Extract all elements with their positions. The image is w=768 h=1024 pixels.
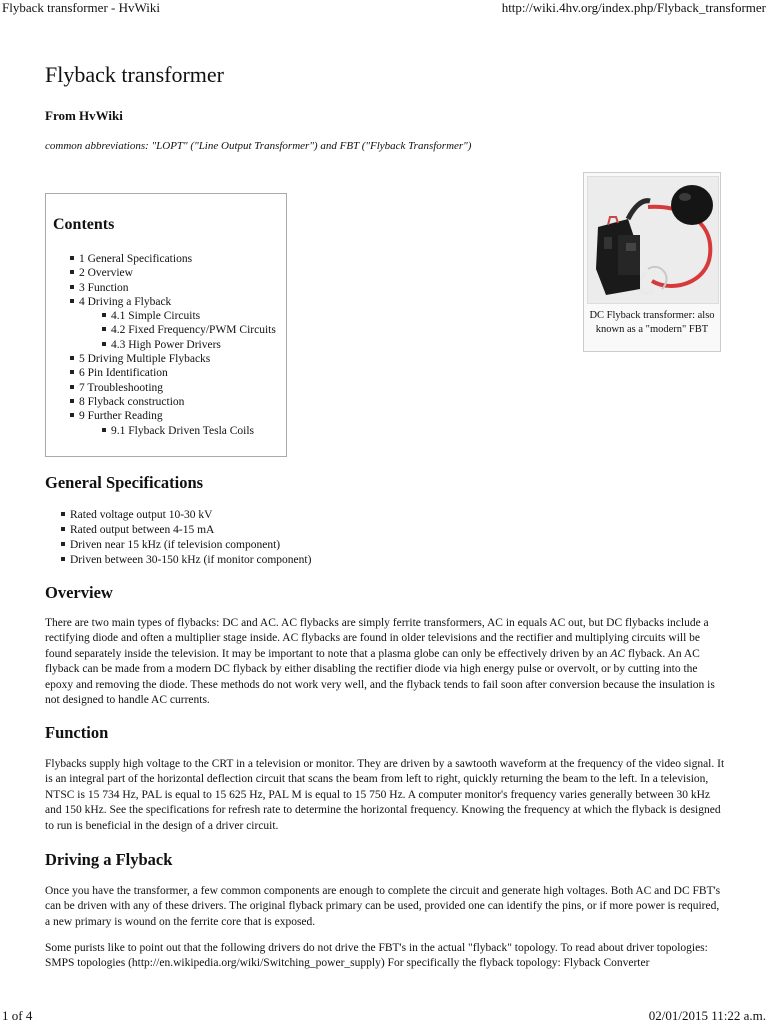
overview-paragraph: There are two main types of flybacks: DC and AC. AC flybacks are simply ferrite transformers, AC in equals AC out, but DC flybacks include a rectifying diode and often a multiplier stage inside. AC flybacks are found in older televisions and the rectifier and multiplying circuits will be found separately inside the television. It may be important to note that a plasma globe can only be effectively driven by an AC flyback. An AC flyback can be made from a modern DC flyback by either disabling the rectifier diode via high energy pulse or overvolt, or by cutting into the epoxy and removing the diode. These methods do not work very well, and the flyback tends to fail soon after conversion because the insulation is not designed to handle AC currents.	[45, 617, 715, 707]
heading-driving-a-flyback: Driving a Flyback	[45, 850, 173, 869]
specifications-list	[61, 508, 311, 568]
bullet-icon	[61, 542, 65, 546]
toc-item-pin-identification[interactable]: 6 Pin Identification	[70, 366, 276, 380]
toc-item-overview[interactable]: 2 Overview	[70, 266, 276, 280]
bullet-icon	[70, 356, 74, 360]
bullet-icon	[70, 299, 74, 303]
abbreviations-note: common abbreviations: "LOPT" ("Line Output Transformer") and FBT ("Flyback Transformer")	[45, 140, 472, 152]
driving-paragraph-2: Some purists like to point out that the following drivers do not drive the FBT's in the actual "flyback" topology. To read about driver topologies: SMPS topologies (http://en.wikipedia.org/wiki/Switching_power_supply) For specifically the flyback topology: Flyback Converter	[45, 942, 708, 970]
bullet-icon	[70, 370, 74, 374]
page-counter: 1 of 4	[2, 1008, 33, 1023]
toc-item-driving-a-flyback[interactable]: 4 Driving a Flyback	[70, 295, 276, 309]
list-item: Rated output between 4-15 mA	[61, 523, 311, 538]
list-item: Driven between 30-150 kHz (if monitor component)	[61, 553, 311, 568]
bullet-icon	[61, 512, 65, 516]
list-item: Driven near 15 kHz (if television component)	[61, 538, 311, 553]
toc-item-flyback-construction[interactable]: 8 Flyback construction	[70, 395, 276, 409]
toc-item-fixed-frequency[interactable]: 4.2 Fixed Frequency/PWM Circuits	[70, 323, 276, 337]
toc-item-simple-circuits[interactable]: 4.1 Simple Circuits	[70, 309, 276, 323]
browser-print-title: Flyback transformer - HvWiki	[2, 0, 160, 15]
bullet-icon	[70, 385, 74, 389]
toc-item-troubleshooting[interactable]: 7 Troubleshooting	[70, 381, 276, 395]
toc-item-function[interactable]: 3 Function	[70, 281, 276, 295]
flyback-transformer-image[interactable]	[587, 176, 719, 304]
list-item: Rated voltage output 10-30 kV	[61, 508, 311, 523]
function-paragraph: Flybacks supply high voltage to the CRT in a television or monitor. They are driven by a sawtooth waveform at the frequency of the video signal. It is an integral part of the horizontal deflection circuit that scans the beam from left to right, quickly returning the beam to the left. In a television, NTSC is 15 734 Hz, PAL is equal to 15 625 Hz, PAL M is equal to 15 750 Hz. A computer monitor's frequency varies generally between 30 kHz and 150 kHz. See the specifications for refresh rate to determine the horizontal frequency. Knowing the frequency at which the flyback is designed to run is beneficial in the design of a driver circuit.	[45, 758, 725, 832]
browser-print-url: http://wiki.4hv.org/index.php/Flyback_transformer	[501, 0, 766, 15]
toc-title: Contents	[53, 216, 115, 233]
toc-item-further-reading[interactable]: 9 Further Reading	[70, 409, 276, 423]
bullet-icon	[61, 527, 65, 531]
bullet-icon	[70, 285, 74, 289]
bullet-icon	[70, 256, 74, 260]
toc-item-high-power-drivers[interactable]: 4.3 High Power Drivers	[70, 338, 276, 352]
bullet-icon	[61, 557, 65, 561]
table-of-contents	[45, 193, 287, 457]
driving-paragraph-1: Once you have the transformer, a few common components are enough to complete the circuit and generate high voltages. Both AC and DC FBT's can be driven with any of these drivers. The original flyback primary can be used, provided one can identify the pins, or if more power is required, a new primary is wound on the ferrite core that is exposed.	[45, 885, 721, 928]
toc-list	[70, 252, 276, 438]
site-subtitle: From HvWiki	[45, 108, 123, 123]
bullet-icon	[102, 428, 106, 432]
toc-item-tesla-coils[interactable]: 9.1 Flyback Driven Tesla Coils	[70, 424, 276, 438]
page-title: Flyback transformer	[45, 62, 224, 87]
bullet-icon	[70, 399, 74, 403]
toc-item-driving-multiple[interactable]: 5 Driving Multiple Flybacks	[70, 352, 276, 366]
figure-thumbnail	[583, 172, 721, 352]
print-timestamp: 02/01/2015 11:22 a.m.	[648, 1008, 766, 1023]
bullet-icon	[70, 413, 74, 417]
heading-function: Function	[45, 723, 109, 742]
figure-caption: DC Flyback transformer: also known as a "modern" FBT	[589, 310, 715, 335]
bullet-icon	[102, 313, 106, 317]
toc-item-general-specifications[interactable]: 1 General Specifications	[70, 252, 276, 266]
bullet-icon	[102, 342, 106, 346]
heading-general-specifications: General Specifications	[45, 473, 204, 492]
bullet-icon	[102, 327, 106, 331]
heading-overview: Overview	[45, 583, 113, 602]
bullet-icon	[70, 270, 74, 274]
